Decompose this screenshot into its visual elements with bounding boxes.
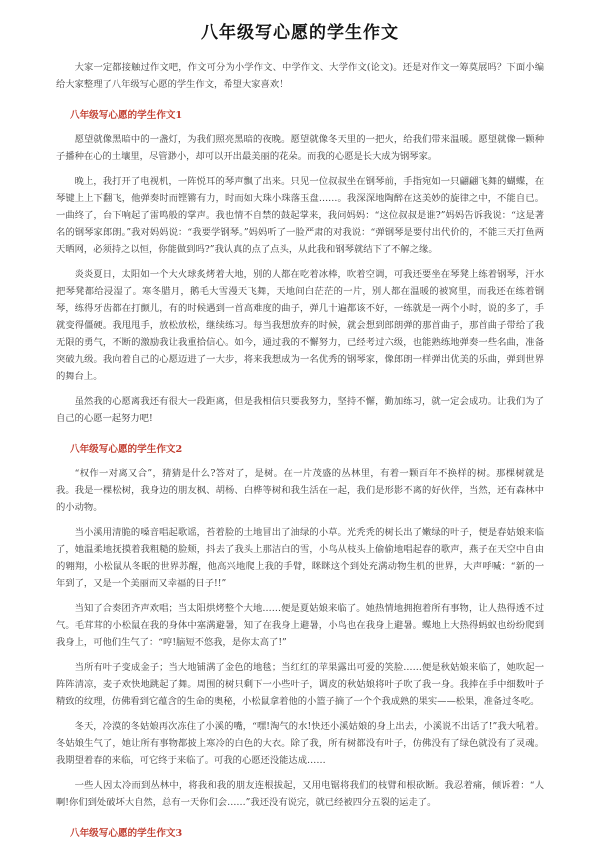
paragraph: 炎炎夏日，太阳如一个大火球炙烤着大地，别的人都在吃着冰棒，吹着空调，可我还要坐在琴凳上练着钢琴，汗水把琴凳都给浸湿了。寒冬腊月，鹅毛大雪漫天飞舞，天地间白茫茫的一片，别人都在温暖的被窝里，而我还在练着钢琴，练得牙齿都在打颤儿，有的时候遇到一首高难度的曲子，弹几十遍都该不好，一练就是一两个小时，说的多了，手就变得僵硬。我甩甩手，放松放松，继续练习。每当我想放弃的时候，就会想到郎朗弹的那首曲子，那首曲子带给了我无限的勇气，不断的激励我让我重拾信心。如今，通过我的不懈努力，已经考过六级，也能熟练地弹奏一些名曲，准备突破九级。我向着自己的心愿迈进了一大步，将来我想成为一名优秀的钢琴家，像郎朗一样弹出优美的乐曲，弹到世界的舞台上。 (56, 269, 544, 382)
intro-paragraph: 大家一定都接触过作文吧，作文可分为小学作文、中学作文、大学作文(论文)。还是对作文一筹莫展吗？下面小编给大家整理了八年级写心愿的学生作文，希望大家喜欢！ (56, 62, 544, 90)
paragraph: 晚上，我打开了电视机，一阵悦耳的琴声飘了出来。只见一位叔叔坐在钢琴前，手指宛如一只翩翩飞舞的蝴蝶，在琴键上上下翻飞，他弹奏时而铿锵有力，时而如大珠小珠落玉盘……。我深深地陶醉在这美妙的旋律之中，不能自已。一曲终了，台下响起了雷鸣般的掌声。我也情不自禁的鼓起掌来，我问妈妈：“这位叔叔是谁?”妈妈告诉我说：“这是著名的钢琴家郎朗。”我对妈妈说：“我要学钢琴。”妈妈听了一脸严肃的对我说：“弹钢琴是要付出代价的，不能三天打鱼两天晒网，必须持之以恒，你能做到吗?”我认真的点了点头，从此我和钢琴就结下了不解之缘。 (56, 176, 544, 255)
paragraph: 愿望就像黑暗中的一盏灯，为我们照亮黑暗的夜晚。愿望就像冬天里的一把火，给我们带来温暖。愿望就像一颗种子播种在心的土壤里，尽管渺小，却可以开出最美丽的花朵。而我的心愿是长大成为钢琴家。 (56, 134, 544, 162)
paragraph: 当知了合奏团齐声欢唱；当太阳烘烤整个大地……便是夏姑娘来临了。她热情地拥抱着所有事物，让人热得透不过气。毛茸茸的小松鼠在我的身体中塞满避暑，知了在我身上避暑，小鸟也在我身上避暑。蝶地上大热得蚂蚁也纷纷爬到我身上，可他们生气了：“哼!脑短不悠我，是你太高了!” (56, 603, 544, 648)
essay-section-2 (56, 441, 544, 811)
paragraph: 当所有叶子变成金子；当大地铺满了金色的地毯；当红红的苹果露出可爱的笑脸……便是秋姑娘来临了，她吹起一阵阵清凉，麦子欢快地跳起了舞。周围的树只剩下一小些叶子，调皮的秋姑娘将叶子吹了我一身。我捧在手中细数叶子精致的纹理，仿佛看到它蕴含的生命的奥秘，小松鼠拿着他的小篮子摘了一个个我成熟的果实——松果，准备过冬吃。 (56, 662, 544, 707)
essay-section-3 (56, 825, 544, 839)
section-heading: 八年级写心愿的学生作文2 (70, 444, 183, 455)
paragraph: 冬天，冷漠的冬姑娘再次冻住了小溪的嘴，“嘿!淘气的水!快还小溪姑娘的身上出去，小溪说不出话了!”我大吼着。冬姑娘生气了，她让所有事物都披上寒冷的白色的大衣。除了我，所有树都没有叶子，仿佛没有了绿色就没有了灵魂。我期望着春的来临，可它终于来临了。可我的心愿还没能达成…… (56, 721, 544, 766)
paragraph: 一些人因太冷而到丛林中，将我和我的朋友连根拔起，又用电锯将我们的枝臂和根砍断。我忍着痛，倾诉着：“人啊!你们到处破坏大自然，总有一天你们会……”我还没有说完，就已经被四分五裂的运走了。 (56, 780, 544, 808)
paragraph: 虽然我的心愿离我还有很大一段距离，但是我相信只要我努力，坚持不懈，勤加练习，就一定会成功。让我们为了自己的心愿一起努力吧! (56, 396, 544, 424)
paragraph: 当小溪用清脆的嗓音唱起歌谣，苔着脸的土地冒出了油绿的小草。光秃秃的树长出了嫩绿的叶子，便是春姑娘来临了，她温柔地抚摸着我粗糙的脸颊，抖去了我头上那洁白的雪，小鸟从枝头上偷偷地唱起春的歌声，燕子在天空中自由的翱翔，小松鼠从冬眠的世界苏醒，他高兴地爬上我的手臂，眯眯这个到处充满动物生机的世界，大声呼喊：“新的一年到了，又是一个美丽而又幸福的日子!!” (56, 527, 544, 589)
section-heading: 八年级写心愿的学生作文1 (70, 110, 183, 121)
document-title: 八年级写心愿的学生作文 (201, 23, 399, 43)
essay-section-1 (56, 107, 544, 427)
paragraph: “权作一对离又合”，猜猜是什么?答对了，是树。在一片茂盛的丛林里，有着一颗百年不换样的树。那棵树就是我。我是一棵松树，我身边的朋友枫、胡杨、白桦等树和我生活在一起，我们是形影不离的好伙伴，当然，还有森林中的小动物。 (56, 468, 544, 513)
section-heading: 八年级写心愿的学生作文3 (70, 828, 183, 839)
